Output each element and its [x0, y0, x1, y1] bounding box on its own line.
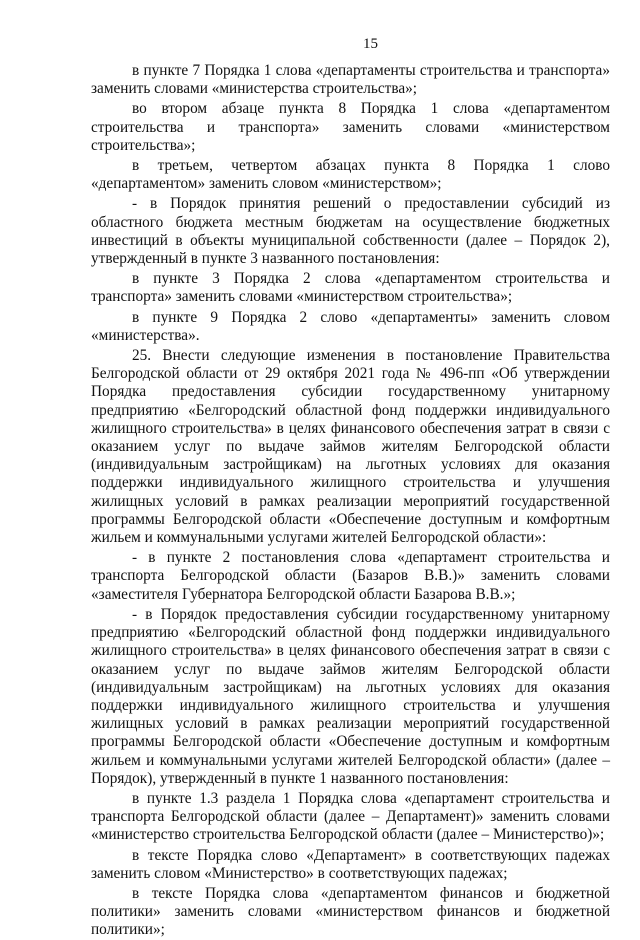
paragraph: в пункте 1.3 раздела 1 Порядка слова «департамент строительства и транспорта Белгородской области (далее – Департамент)» заменить словами «министерство строительства Белгородской области (далее – Министерство)»; [91, 789, 610, 844]
paragraph: в пункте 3 Порядка 2 слова «департаментом строительства и транспорта» заменить словами «министерством строительства»; [91, 270, 610, 306]
paragraph: - в пункте 2 постановления слова «департамент строительства и транспорта Белгородской области (Базаров В.В.)» заменить словами «заместителя Губернатора Белгородской области Базарова В.В.»; [91, 549, 610, 603]
paragraph: в пункте 7 Порядка 1 слова «департаменты строительства и транспорта» заменить словами «министерства строительства»; [91, 62, 610, 98]
paragraph: 25. Внести следующие изменения в постановление Правительства Белгородской области от 29 октября 2021 года № 496-пп «Об утверждении Порядка предоставления субсидии государственному унитарному предприятию «Белгородский областной фонд поддержки индивидуального жилищного строительства» в целях финансового обеспечения затрат в связи с оказанием услуг по выдаче займов жителям Белгородской области (индивидуальным застройщикам) на льготных условиях для оказания поддержки индивидуального жилищного строительства и улучшения жилищных условий в рамках реализации мероприятий государственной программы Белгородской области «Обеспечение доступным и комфортным жильем и коммунальными услугами жителей Белгородской области»: [91, 347, 610, 547]
paragraph: в пункте 9 Порядка 2 слово «департаменты» заменить словом «министерства». [91, 308, 610, 344]
paragraph: в третьем, четвертом абзацах пункта 8 Порядка 1 слово «департаментом» заменить словом «министерством»; [91, 157, 610, 193]
page-number: 15 [363, 36, 378, 52]
paragraph: - в Порядок принятия решений о предоставлении субсидий из областного бюджета местным бюджетам на осуществление бюджетных инвестиций в объекты муниципальной собственности (далее – Порядок 2), утвержденный в пункте 3 названного постановления: [91, 195, 610, 268]
document-body [91, 62, 610, 940]
paragraph: во втором абзаце пункта 8 Порядка 1 слова «департаментом строительства и транспорта» заменить словами «министерством строительства»; [91, 100, 610, 154]
paragraph: в тексте Порядка слова «департаментом финансов и бюджетной политики» заменить словами «министерством финансов и бюджетной политики»; [91, 884, 610, 939]
paragraph: в тексте Порядка слово «Департамент» в соответствующих падежах заменить словом «Министерство» в соответствующих падежах; [91, 846, 610, 882]
paragraph: - в Порядок предоставления субсидии государственному унитарному предприятию «Белгородский областной фонд поддержки индивидуального жилищного строительства» в целях финансового обеспечения затрат в связи с оказанием услуг по выдаче займов жителям Белгородской области (индивидуальным застройщикам) на льготных условиях для оказания поддержки индивидуального жилищного строительства и улучшения жилищных условий в рамках реализации мероприятий государственной программы Белгородской области «Обеспечение доступным и комфортным жильем и коммунальными услугами жителей Белгородской области» (далее – Порядок), утвержденный в пункте 1 названного постановления: [91, 605, 610, 787]
